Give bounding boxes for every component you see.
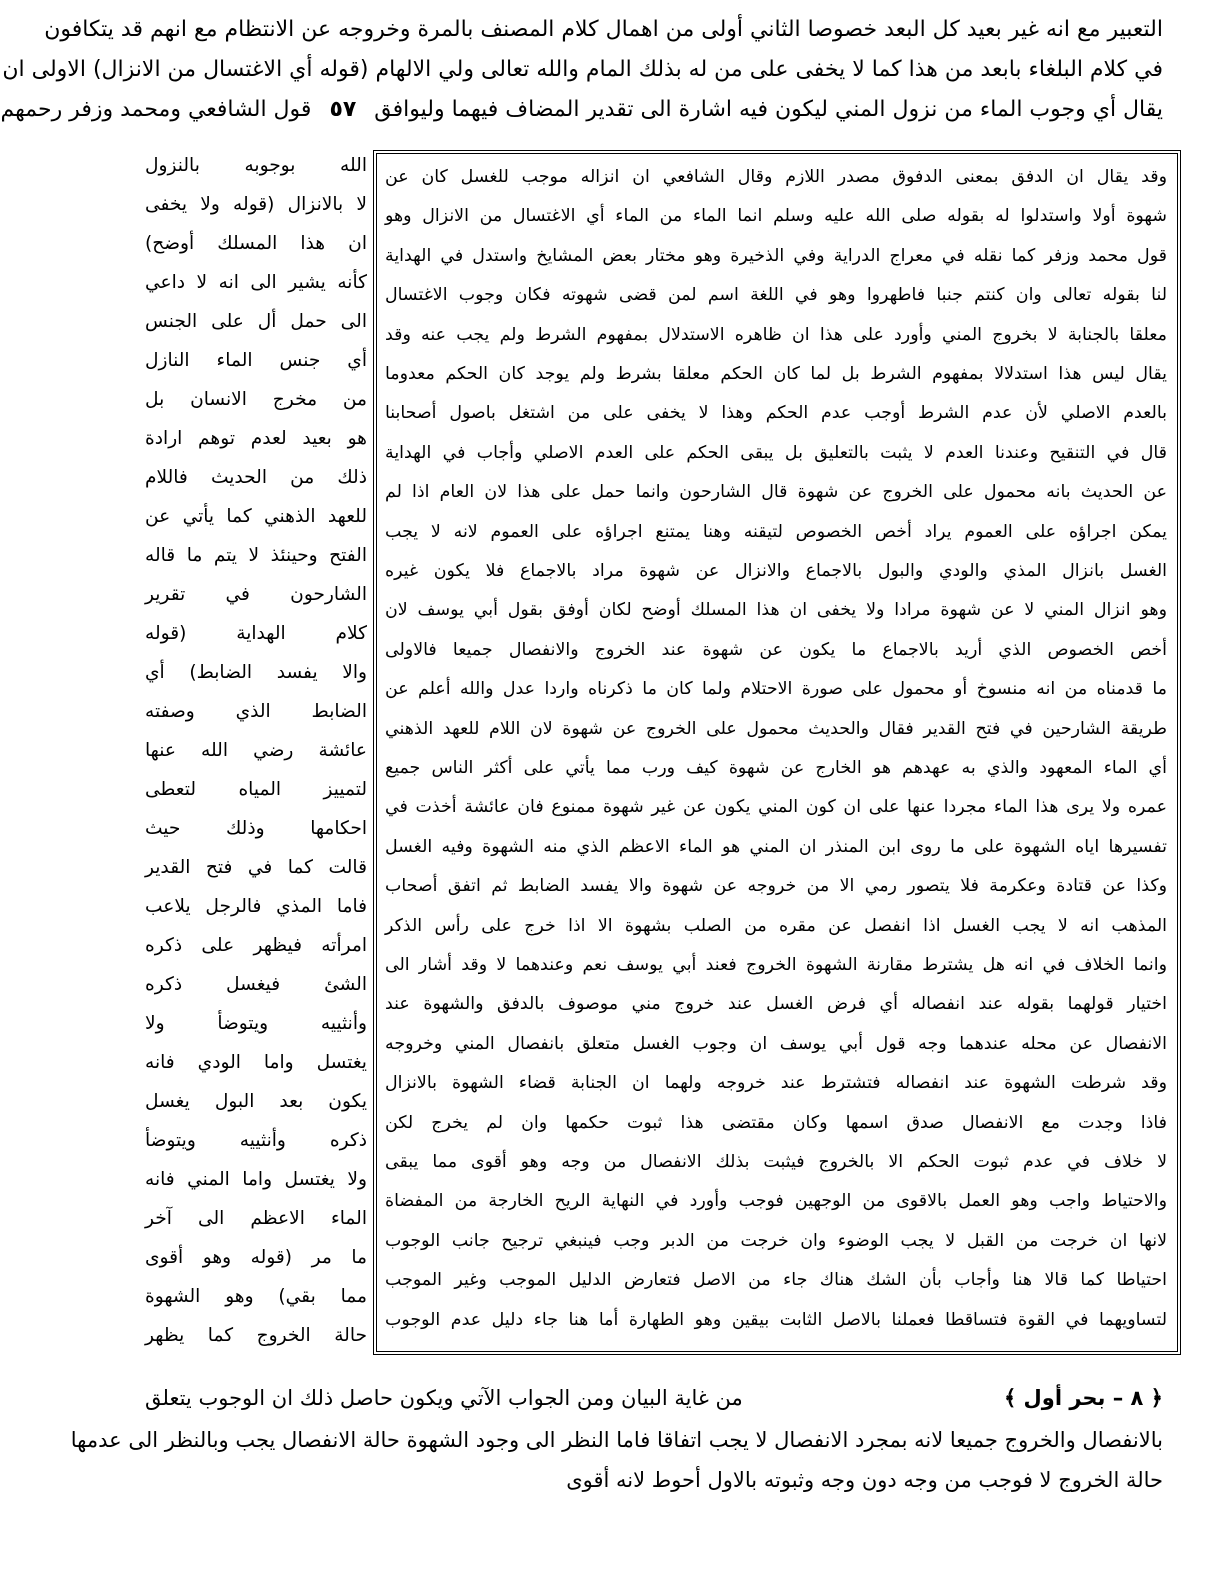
main-text-line: الغسل بانزال المذي والودي والبول بالاجماع والانزال عن شهوة مراد بالاجماع فلا يكون غيره <box>385 561 1167 581</box>
margin-text-line: أي جنس الماء النازل <box>145 350 367 371</box>
bottom-header-line <box>145 1376 1163 1420</box>
margin-text-line: ذكره وأنثييه ويتوضأ <box>145 1130 367 1151</box>
main-text-line: بالعدم الاصلي لأن عدم الشرط أوجب عدم الحكم وهذا لا يخفى على من اشتغل باصول أصحابنا <box>385 403 1167 424</box>
main-text-line: لنا بقوله تعالى وان كنتم جنبا فاطهروا وهو في اللغة اسم لمن قضى شهوته فكان وجوب الاغتسال <box>385 285 1167 306</box>
main-text-line: قال في التنقيح وعندنا العدم لا يثبت بالتعليق بل يبقى الحكم على العدم الاصلي وأجاب في الهداية <box>385 442 1167 463</box>
main-text-line: لتساويهما في القوة فتساقطا فعملنا بالاصل الثابت بيقين وهو الطهارة أما هنا جاء دليل عدم الوجوب <box>385 1309 1167 1330</box>
main-text-line: شهوة أولا واستدلوا له بقوله صلى الله عليه وسلم انما الماء من الماء أي الاغتسال من الانزال وهو <box>385 206 1167 227</box>
main-text-line: المذهب انه لا يجب الغسل اذا انفصل عن مقره من الصلب بشهوة الا اذا خرج على رأس الذكر <box>385 915 1167 936</box>
margin-text-line: فاما المذي فالرجل يلاعب <box>145 896 367 917</box>
main-text-line: وهو انزال المني لا عن شهوة مرادا ولا يخفى ان هذا المسلك أوضح لكان أوفق بقول أبي يوسف لان <box>385 600 1167 621</box>
margin-text-line: هو بعيد لعدم توهم ارادة <box>145 428 367 449</box>
margin-text-line: من مخرج الانسان بل <box>145 389 367 410</box>
margin-text-line: امرأته فيظهر على ذكره <box>145 935 367 956</box>
main-text-line: يمكن اجراؤه على العموم يراد أخص الخصوص لتيقنه وهنا يمتنع اجراؤه على العموم لانه لا يجب <box>385 521 1167 542</box>
margin-text-line: ما مر (قوله وهو أقوى <box>145 1247 367 1268</box>
margin-text-line: الضابط الذي وصفته <box>145 701 367 722</box>
main-text-line: عمره ولا يرى هذا الماء مجردا عنها على ان كون المني يكون عن غير شهوة ممنوع فان عائشة أخذت في <box>385 797 1167 818</box>
bottom-text-block <box>70 1376 1163 1500</box>
margin-text-line: يكون بعد البول يغسل <box>145 1091 367 1112</box>
margin-text-line: كأنه يشير الى انه لا داعي <box>145 272 367 293</box>
margin-text-line: الله بوجوبه بالنزول <box>145 155 367 176</box>
margin-text-line: ولا يغتسل واما المني فانه <box>145 1169 367 1190</box>
margin-text-line: لا بالانزال (قوله ولا يخفى <box>145 194 367 215</box>
margin-text-line: وأنثييه ويتوضأ ولا <box>145 1013 367 1034</box>
main-text-line: والاحتياط واجب وهو العمل بالاقوى من الوجهين فوجب وأورد في النهاية الريح الخارجة من المفضاة <box>385 1191 1167 1212</box>
margin-text-line: مما بقي) وهو الشهوة <box>145 1286 367 1307</box>
main-text-line: وقد شرطت الشهوة عند انفصاله فتشترط عند خروجه ولهما ان الجنابة قضاء الشهوة بالانزال <box>385 1073 1167 1094</box>
main-text-line: ما قدمناه من انه منسوخ أو محمول على صورة الاحتلام ولما كان ما ذكرناه واردا عدل والله أعلم عن <box>385 679 1167 700</box>
main-text-line: قول محمد وزفر كما نقله في معراج الدراية وفي الذخيرة وهو مختار بعض المشايخ واستدل في الهداية <box>385 245 1167 266</box>
main-text-line: وانما الخلاف في انه هل يشترط مقارنة الشهوة الخروج فعند أبي يوسف نعم وعندهما لا وقد أشار الى <box>385 955 1167 975</box>
margin-text-line: الى حمل أل على الجنس <box>145 311 367 332</box>
top-right-fragment: قول الشافعي ومحمد وزفر رحمهم <box>0 97 312 122</box>
margin-text-line: ان هذا المسلك أوضح) <box>145 233 367 254</box>
margin-text-line: ذلك من الحديث فاللام <box>145 467 367 488</box>
bottom-line: بالانفصال والخروج جميعا لانه بمجرد الانفصال لا يجب اتفاقا فاما النظر الى وجود الشهوة حالة الانفصال يجب وبالنظر الى عدمها <box>70 1428 1163 1452</box>
top-line: في كلام البلغاء بابعد من هذا كما لا يخفى على من له بذلك المام والله تعالى ولي الالهام (قوله أي الاغتسال من الانزال) الاولى ان <box>2 57 1163 82</box>
main-text-line: لا خلاف في عدم ثبوت الحكم الا بالخروج فيثبت بذلك الانفصال من وجه وهو أقوى مما يبقى <box>385 1152 1167 1172</box>
top-line-text: يقال أي وجوب الماء من نزول المني ليكون فيه اشارة الى تقدير المضاف فيهما وليوافق <box>374 97 1163 122</box>
signature-marker: ﴿ ٨ – بحر أول ﴾ <box>1003 1386 1163 1410</box>
main-text-line: طريقة الشارحين في فتح القدير فقال والحديث محمول على الخروج عن شهوة لان اللام للعهد الذهني <box>385 718 1167 739</box>
main-text-line: وكذا عن قتادة وعكرمة فلا يتصور رمي الا من خروجه عن شهوة والا يفسد الضابط ثم اتفق أصحاب <box>385 876 1167 897</box>
top-line-with-page-number <box>0 90 1163 130</box>
main-text-line: الانفصال عن محله عندهما وجه قول أبي يوسف ان وجوب الغسل متعلق بانفصال المني وخروجه <box>385 1033 1167 1054</box>
main-text-line: لانها ان خرجت من القبل لا يجب الوضوء وان خرجت من الدبر وجب فينبغي ترجيح جانب الوجوب <box>385 1230 1167 1251</box>
main-text-line: يقال ليس هذا استدلالا بمفهوم الشرط بل لما كان الحكم معلقا بشرط ولم يوجد كان الحكم معدوما <box>385 364 1167 384</box>
main-text-line: عن الحديث بانه محمول على الخروج عن شهوة قال الشارحون وانما حمل على هذا لان العام اذا لم <box>385 482 1167 503</box>
bottom-header-text: من غاية البيان ومن الجواب الآتي ويكون حاصل ذلك ان الوجوب يتعلق <box>145 1386 743 1410</box>
margin-commentary-column <box>145 146 367 1366</box>
bottom-line: حالة الخروج لا فوجب من وجه دون وجه وثبوته بالاول أحوط لانه أقوى <box>566 1468 1163 1492</box>
main-text-line: أخص الخصوص الذي أريد بالاجماع ما يكون عن شهوة عند الخروج والانفصال جميعا فالاولى <box>385 639 1167 660</box>
margin-text-line: احكامها وذلك حيث <box>145 818 367 839</box>
margin-text-line: الشارحون في تقرير <box>145 584 367 605</box>
main-text-line: اختيار قولهما بقوله عند انفصاله أي فرض الغسل عند خروج مني موصوف بالدفق والشهوة عند <box>385 994 1167 1015</box>
margin-text-line: حالة الخروج كما يظهر <box>145 1325 367 1346</box>
main-text-line: معلقا بالجنابة لا بخروج المني وأورد على هذا ان ظاهره الاستدلال بمفهوم الشرط ولم يجب عنه وقد <box>385 324 1167 345</box>
top-line: التعبير مع انه غير بعيد كل البعد خصوصا الثاني أولى من اهمال كلام المصنف بالمرة وخروجه عن الانتظام مع انهم قد يتكافون <box>44 17 1163 42</box>
margin-text-line: يغتسل واما الودي فانه <box>145 1052 367 1073</box>
main-text-line: احتياطا كما قالا هنا وأجاب بأن الشك هناك جاء من الاصل فتعارض الدليل الموجب وغير الموجب <box>385 1270 1167 1291</box>
page-number: ٥٧ <box>329 97 357 122</box>
margin-text-line: لتمييز المياه لتعطى <box>145 779 367 800</box>
main-text-line: أي الماء المعهود والذي به عهدهم هو الخارج عن شهوة كيف ورب مما يأتي على أكثر الناس جميع <box>385 758 1167 778</box>
margin-text-line: كلام الهداية (قوله <box>145 623 367 644</box>
top-text-block <box>0 10 1163 130</box>
margin-text-line: الفتح وحينئذ لا يتم ما قاله <box>145 545 367 566</box>
main-text-body <box>385 158 1167 1347</box>
main-text-line: فاذا وجدت مع الانفصال صدق اسمها وكان مقتضى هذا ثبوت حكمها وان لم يخرج لكن <box>385 1112 1167 1133</box>
margin-text-line: قالت كما في فتح القدير <box>145 857 367 878</box>
margin-text-line: والا يفسد الضابط) أي <box>145 662 367 683</box>
main-text-line: تفسيرها اياه الشهوة على ما روى ابن المنذر ان المني هو الماء الاعظم الذي منه الشهوة وفيه الغسل <box>385 836 1167 857</box>
margin-text-line: الشئ فيغسل ذكره <box>145 974 367 995</box>
main-text-frame <box>373 150 1181 1355</box>
main-text-line: وقد يقال ان الدفق بمعنى الدفوق مصدر اللازم وقال الشافعي ان انزاله موجب للغسل كان عن <box>385 167 1167 187</box>
margin-text-line: للعهد الذهني كما يأتي عن <box>145 506 367 527</box>
margin-text-line: الماء الاعظم الى آخر <box>145 1208 367 1229</box>
margin-text-line: عائشة رضي الله عنها <box>145 740 367 761</box>
